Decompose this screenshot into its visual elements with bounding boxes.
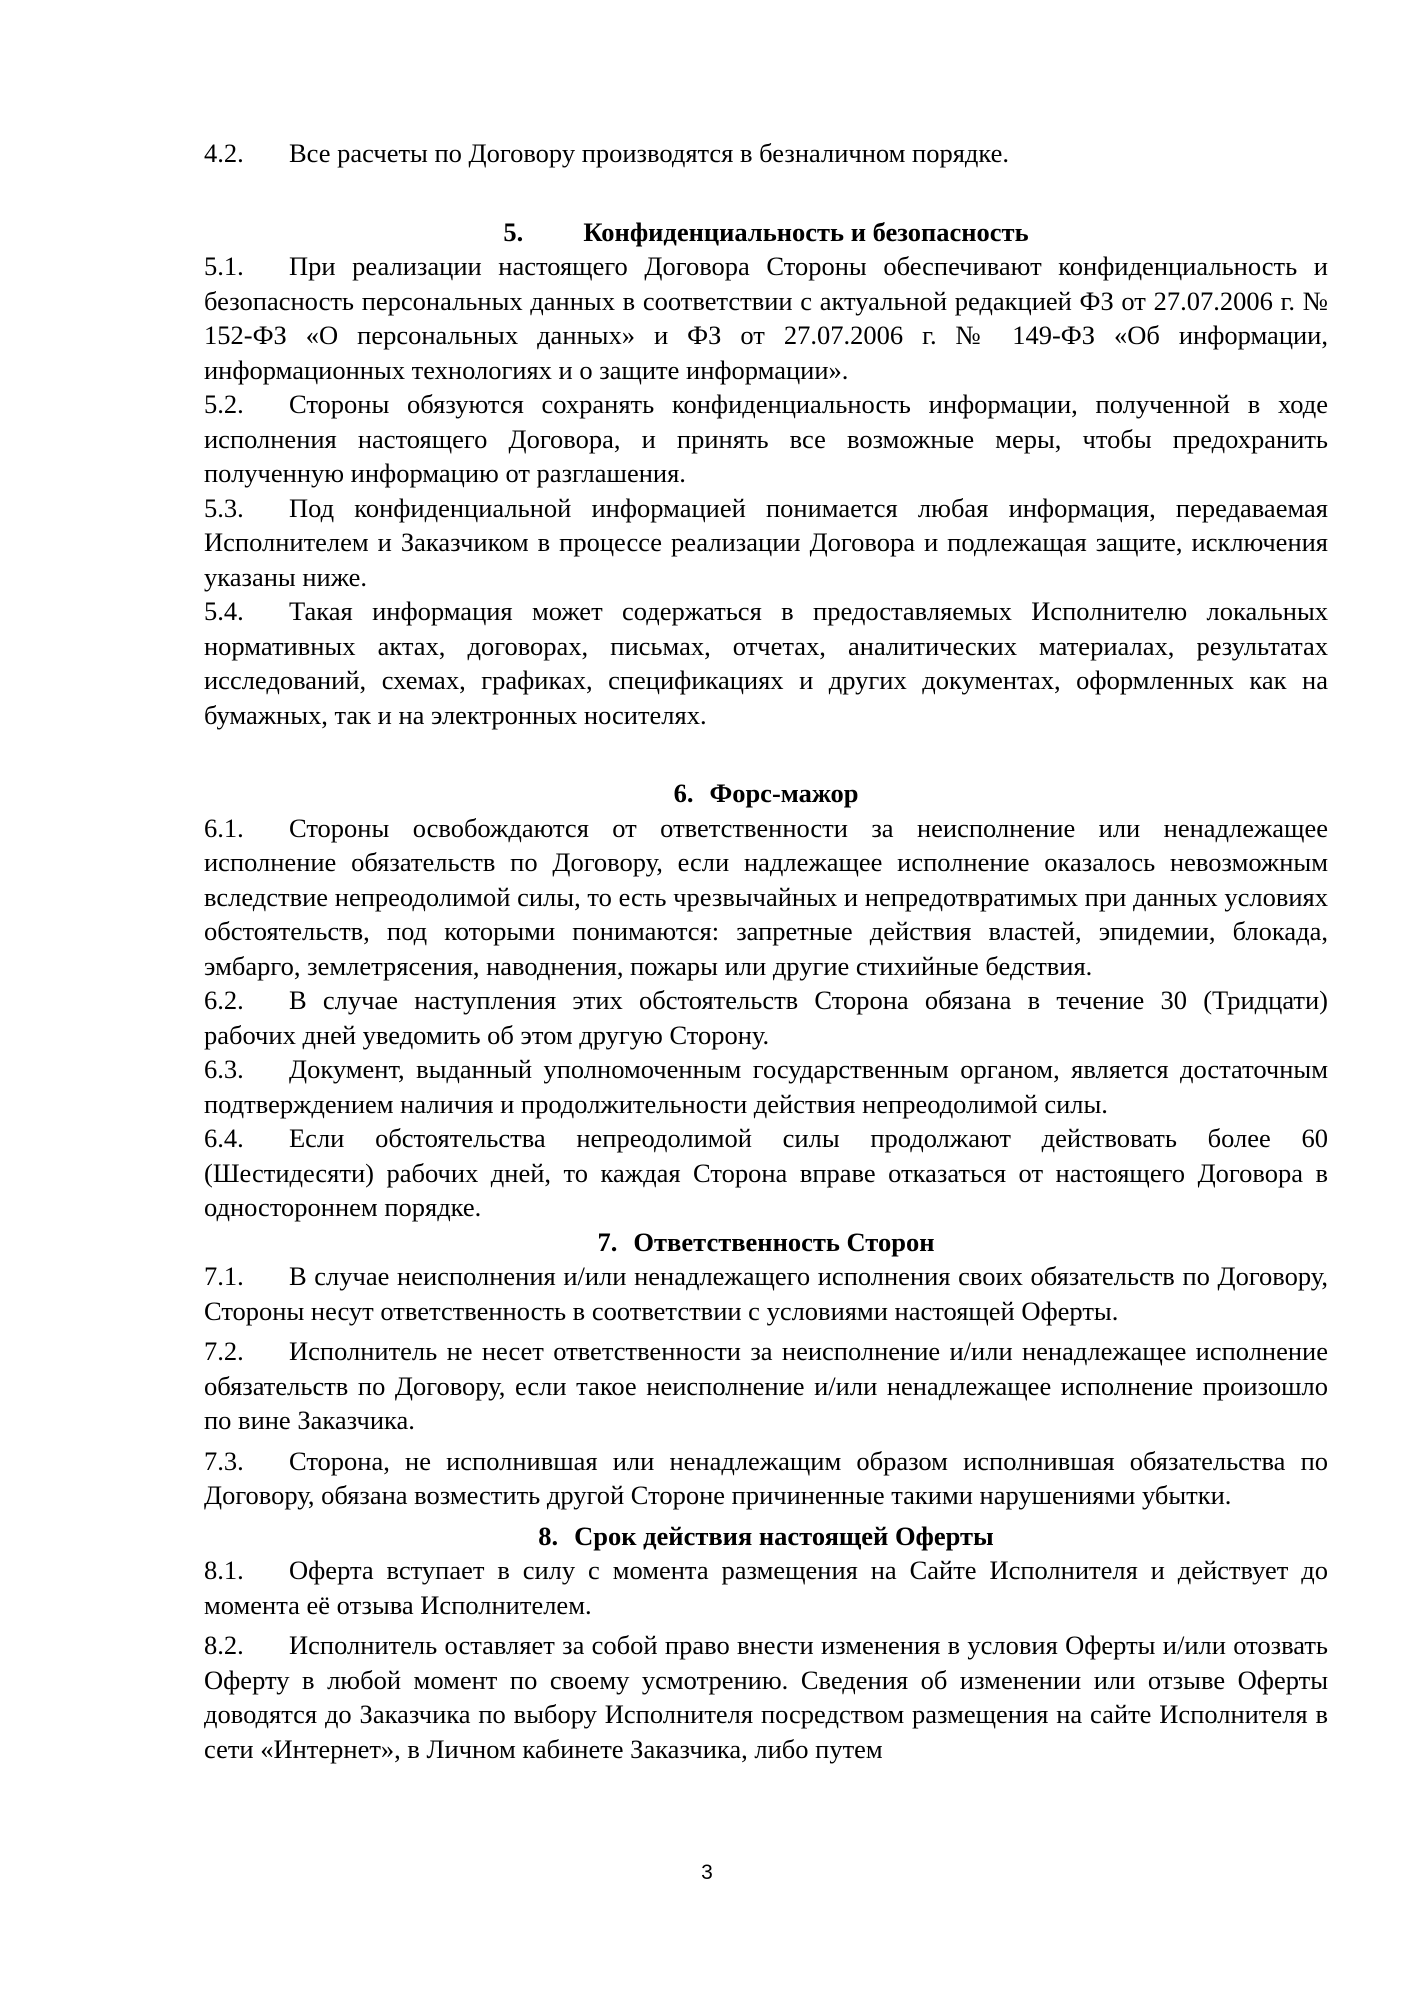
clause-text: Исполнитель не несет ответственности за неисполнение и/или ненадлежащее исполнение обязательств по Договору, если такое неисполнение и/или ненадлежащее исполнение произошло по вине Заказчика. xyxy=(204,1336,1328,1435)
section-6-heading xyxy=(204,776,1328,811)
clause-text: Стороны освобождаются от ответственности за неисполнение или ненадлежащее исполнение обязательств по Договору, если надлежащее исполнение оказалось невозможным вследствие непреодолимой силы, то есть чрезвычайных и непредотвратимых при данных условиях обстоятельств, под которыми понимаются: запретные действия властей, эпидемии, блокада, эмбарго, землетрясения, наводнения, пожары или другие стихийные бедствия. xyxy=(204,812,1328,981)
clause-number: 4.2. xyxy=(204,138,244,168)
clause-number: 6.1. xyxy=(204,812,244,843)
section-title: Конфиденциальность и безопасность xyxy=(583,216,1029,247)
section-title: Форс-мажор xyxy=(709,778,859,808)
clause-number: 5.3. xyxy=(204,492,244,523)
clause-text: В случае неисполнения и/или ненадлежащего исполнения своих обязательств по Договору, Стороны несут ответственность в соответствии с условиями настоящей Оферты. xyxy=(204,1261,1328,1326)
clause-5-3 xyxy=(204,491,1328,595)
section-title: Срок действия настоящей Оферты xyxy=(574,1520,994,1551)
clause-6-1 xyxy=(204,811,1328,984)
clause-7-1 xyxy=(204,1259,1328,1328)
clause-8-1 xyxy=(204,1553,1328,1622)
clause-text: Такая информация может содержаться в предоставляемых Исполнителю локальных нормативных актах, договорах, письмах, отчетах, аналитических материалах, результатах исследований, схемах, графиках, спецификациях и других документах, оформленных как на бумажных, так и на электронных носителях. xyxy=(204,596,1328,730)
clause-text: Документ, выданный уполномоченным государственным органом, является достаточным подтверждением наличия и продолжительности действия непреодолимой силы. xyxy=(204,1054,1328,1119)
clause-7-2 xyxy=(204,1334,1328,1438)
clause-number: 5.4. xyxy=(204,596,244,626)
document-body xyxy=(204,136,1328,1766)
section-8-heading xyxy=(204,1519,1328,1554)
clause-number: 7.1. xyxy=(204,1261,244,1291)
section-number: 5. xyxy=(503,216,524,247)
clause-text: Сторона, не исполнившая или ненадлежащим образом исполнившая обязательства по Договору, обязана возместить другой Стороне причиненные такими нарушениями убытки. xyxy=(204,1445,1328,1510)
clause-6-3 xyxy=(204,1052,1328,1121)
page-number: 3 xyxy=(701,1861,713,1884)
clause-5-1 xyxy=(204,249,1328,387)
section-7-heading xyxy=(204,1225,1328,1260)
clause-number: 6.3. xyxy=(204,1054,244,1084)
clause-number: 5.2. xyxy=(204,389,244,419)
clause-text: Исполнитель оставляет за собой право внести изменения в условия Оферты и/или отозвать Оферту в любой момент по своему усмотрению. Сведения об изменении или отзыве Оферты доводятся до Заказчика по выбору Исполнителя посредством размещения на сайте Исполнителя в сети «Интернет», в Личном кабинете Заказчика, либо путем xyxy=(204,1630,1328,1764)
clause-5-4 xyxy=(204,594,1328,732)
clause-number: 5.1. xyxy=(204,251,244,281)
clause-number: 7.3. xyxy=(204,1445,244,1476)
clause-text: В случае наступления этих обстоятельств Сторона обязана в течение 30 (Тридцати) рабочих дней уведомить об этом другую Сторону. xyxy=(204,985,1328,1050)
section-number: 8. xyxy=(538,1520,559,1551)
clause-number: 8.1. xyxy=(204,1555,244,1585)
clause-number: 6.2. xyxy=(204,985,244,1015)
section-number: 7. xyxy=(597,1226,618,1257)
clause-4-2 xyxy=(204,136,1328,171)
clause-text: Стороны обязуются сохранять конфиденциальность информации, полученной в ходе исполнения настоящего Договора, и принять все возможные меры, чтобы предохранить полученную информацию от разглашения. xyxy=(204,389,1328,488)
clause-text: Оферта вступает в силу с момента размещения на Сайте Исполнителя и действует до момента её отзыва Исполнителем. xyxy=(204,1555,1328,1620)
clause-number: 6.4. xyxy=(204,1123,244,1153)
clause-7-3 xyxy=(204,1444,1328,1513)
clause-number: 7.2. xyxy=(204,1336,244,1366)
section-number: 6. xyxy=(673,778,694,808)
clause-8-2 xyxy=(204,1628,1328,1766)
clause-text: Если обстоятельства непреодолимой силы продолжают действовать более 60 (Шестидесяти) рабочих дней, то каждая Сторона вправе отказаться от настоящего Договора в одностороннем порядке. xyxy=(204,1123,1328,1222)
section-5-heading xyxy=(204,215,1328,250)
clause-5-2 xyxy=(204,387,1328,491)
clause-number: 8.2. xyxy=(204,1630,244,1660)
clause-6-4 xyxy=(204,1121,1328,1225)
clause-text: При реализации настоящего Договора Стороны обеспечивают конфиденциальность и безопасность персональных данных в соответствии с актуальной редакцией ФЗ от 27.07.2006 г. № 152-ФЗ «О персональных данных» и ФЗ от 27.07.2006 г. № 149-ФЗ «Об информации, информационных технологиях и о защите информации». xyxy=(204,251,1328,385)
clause-text: Под конфиденциальной информацией понимается любая информация, передаваемая Исполнителем и Заказчиком в процессе реализации Договора и подлежащая защите, исключения указаны ниже. xyxy=(204,492,1328,592)
clause-6-2 xyxy=(204,983,1328,1052)
section-title: Ответственность Сторон xyxy=(633,1226,935,1257)
clause-text: Все расчеты по Договору производятся в безналичном порядке. xyxy=(289,138,1010,168)
